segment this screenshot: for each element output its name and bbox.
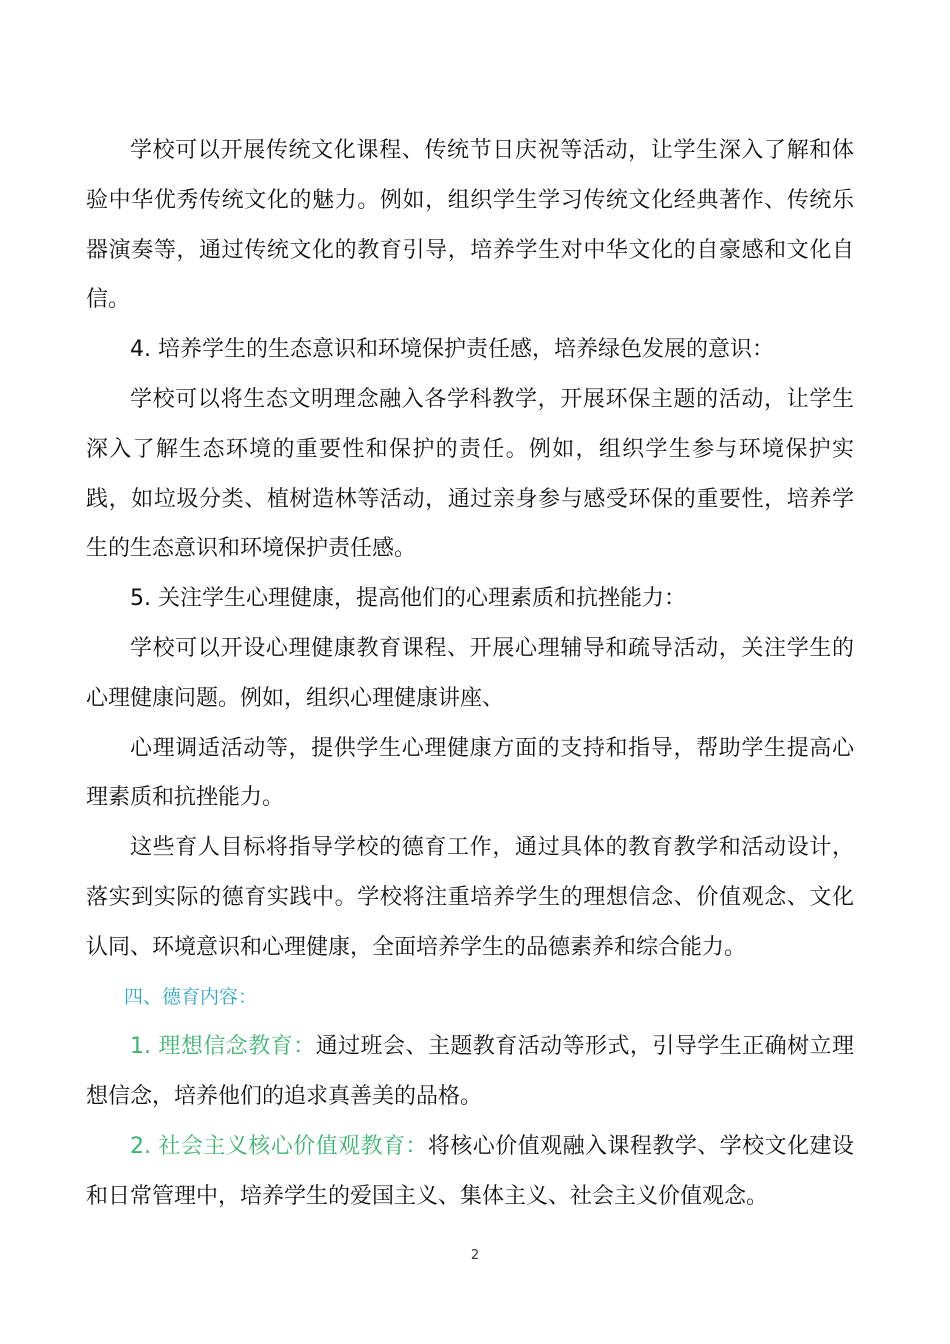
- item-text-ideals: 通过班会、主题教育活动等形式，引导学生正确树立理想信念，培养他们的追求真善美的品格。: [86, 1034, 854, 1110]
- document-page: [86, 126, 854, 1222]
- page-number: 2: [470, 1248, 480, 1263]
- item-title-ideals: 1. 理想信念教育：: [130, 1034, 316, 1060]
- paragraph-ecology: 学校可以将生态文明理念融入各学科教学，开展环保主题的活动，让学生深入了解生态环境的重要性和保护的责任。例如，组织学生参与环境保护实践，如垃圾分类、植树造林等活动，通过亲身参与感受环保的重要性，培养学生的生态意识和环境保护责任感。: [86, 386, 854, 562]
- list-item-core-values-education: [86, 1122, 854, 1222]
- item-text-core-values: 将核心价值观融入课程教学、学校文化建设和日常管理中，培养学生的爱国主义、集体主义、社会主义价值观念。: [86, 1133, 854, 1209]
- paragraph-traditional-culture: 学校可以开展传统文化课程、传统节日庆祝等活动，让学生深入了解和体验中华优秀传统文化的魅力。例如，组织学生学习传统文化经典著作、传统乐器演奏等，通过传统文化的教育引导，培养学生对中华文化的自豪感和文化自信。: [86, 138, 854, 313]
- paragraph-summary: 这些育人目标将指导学校的德育工作，通过具体的教育教学和活动设计，落实到实际的德育实践中。学校将注重培养学生的理想信念、价值观念、文化认同、环境意识和心理健康，全面培养学生的品德素养和综合能力。: [86, 835, 854, 960]
- section-heading-moral-content: 四、德育内容：: [124, 985, 258, 1008]
- paragraph-goal-5: 5. 关注学生心理健康，提高他们的心理素质和抗挫能力：: [130, 586, 686, 612]
- paragraph-goal-4: 4. 培养学生的生态意识和环境保护责任感，培养绿色发展的意识：: [130, 337, 774, 363]
- paragraph-mental-health-continued: 心理调适活动等，提供学生心理健康方面的支持和指导，帮助学生提高心理素质和抗挫能力。: [86, 735, 854, 811]
- paragraph-mental-health: 学校可以开设心理健康教育课程、开展心理辅导和疏导活动，关注学生的心理健康问题。例如，组织心理健康讲座、: [86, 635, 854, 711]
- item-title-core-values: 2. 社会主义核心价值观教育：: [130, 1133, 428, 1159]
- list-item-ideals-education: [86, 1022, 854, 1122]
